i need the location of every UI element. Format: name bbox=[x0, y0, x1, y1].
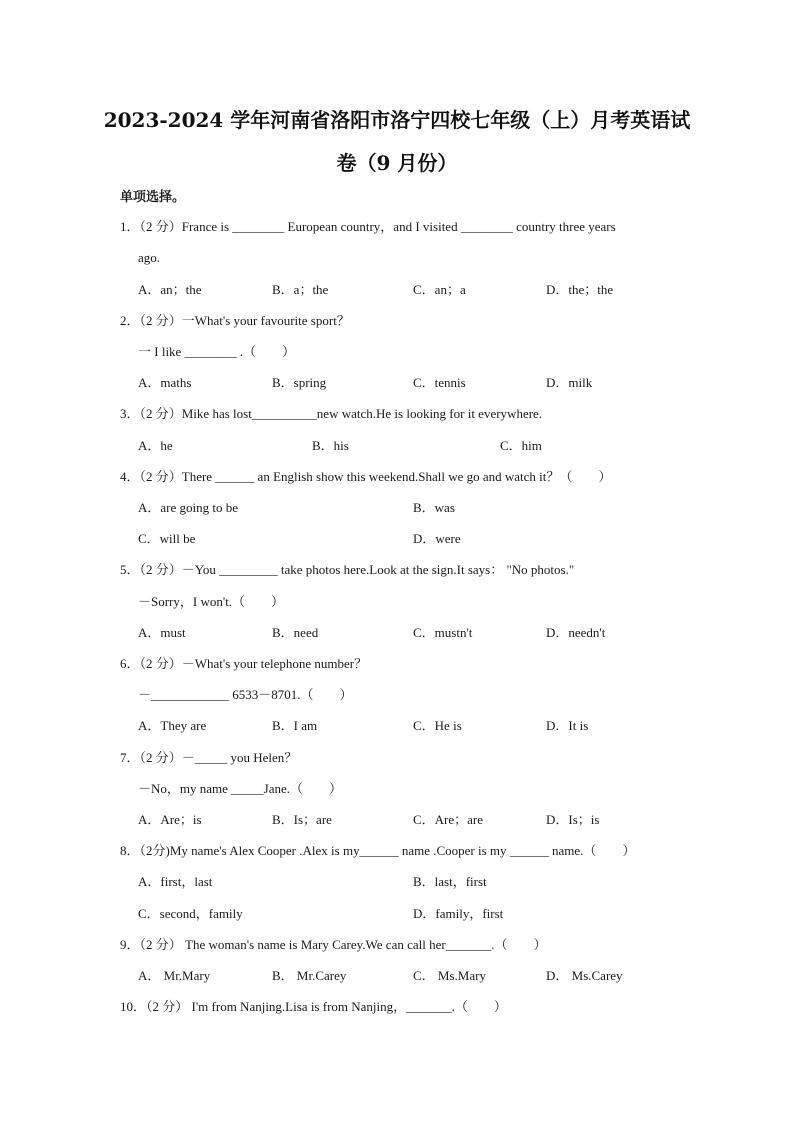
question-1-option-b[interactable]: B．a；the bbox=[272, 282, 329, 297]
question-3-option-c[interactable]: C．him bbox=[500, 438, 542, 453]
question-2-stem: 2．（2 分）一What's your favourite sport？ bbox=[120, 313, 350, 328]
question-2-option-a[interactable]: A．maths bbox=[138, 375, 192, 390]
question-9-option-d[interactable]: D． Ms.Carey bbox=[546, 968, 623, 983]
question-6-stem: 6．（2 分）－What's your telephone number？ bbox=[120, 656, 368, 671]
question-9-option-c[interactable]: C． Ms.Mary bbox=[413, 968, 486, 983]
question-3-option-b[interactable]: B．his bbox=[312, 438, 349, 453]
question-8-option-d[interactable]: D．family，first bbox=[413, 906, 504, 921]
question-3-option-a[interactable]: A．he bbox=[138, 438, 173, 453]
question-6-option-c[interactable]: C．He is bbox=[413, 718, 462, 733]
question-8-option-a[interactable]: A．first，last bbox=[138, 874, 213, 889]
question-9-stem: 9．（2 分） The woman's name is Mary Carey.We can call her_______.（ ） bbox=[120, 937, 547, 952]
question-2-option-b[interactable]: B．spring bbox=[272, 375, 327, 390]
question-5-option-b[interactable]: B．need bbox=[272, 625, 319, 640]
question-4-option-c[interactable]: C．will be bbox=[138, 531, 196, 546]
question-4-option-d[interactable]: D．were bbox=[413, 531, 461, 546]
question-6-option-d[interactable]: D．It is bbox=[546, 718, 589, 733]
question-3-stem: 3．（2 分）Mike has lost__________new watch.He is looking for it everywhere. bbox=[120, 406, 543, 421]
question-8-option-c[interactable]: C．second，family bbox=[138, 906, 243, 921]
question-2-option-d[interactable]: D．milk bbox=[546, 375, 593, 390]
question-5-stem-cont: －Sorry，I won't.（ ） bbox=[138, 594, 285, 609]
question-6-stem-cont: －____________ 6533－8701.（ ） bbox=[138, 687, 353, 702]
question-7-option-a[interactable]: A．Are；is bbox=[138, 812, 202, 827]
question-2-option-c[interactable]: C．tennis bbox=[413, 375, 466, 390]
document-title-line-2: 卷（9 月份） bbox=[336, 151, 458, 175]
question-4-stem: 4．（2 分）There ______ an English show this weekend.Shall we go and watch it？（ ） bbox=[120, 469, 612, 484]
question-1-stem: 1．（2 分）France is ________ European country，and I visited ________ country three years bbox=[120, 219, 616, 234]
question-1-option-d[interactable]: D．the；the bbox=[546, 282, 614, 297]
section-heading: 单项选择。 bbox=[120, 190, 186, 205]
question-6-option-a[interactable]: A．They are bbox=[138, 718, 207, 733]
question-9-option-a[interactable]: A． Mr.Mary bbox=[138, 968, 211, 983]
question-5-stem: 5．（2 分）－You _________ take photos here.Look at the sign.It says： "No photos." bbox=[120, 562, 575, 577]
question-9-option-b[interactable]: B． Mr.Carey bbox=[272, 968, 347, 983]
question-8-option-b[interactable]: B．last，first bbox=[413, 874, 487, 889]
question-1-stem-cont: ago. bbox=[138, 250, 161, 265]
question-5-option-c[interactable]: C．mustn't bbox=[413, 625, 473, 640]
question-7-stem: 7．（2 分）－_____ you Helen？ bbox=[120, 750, 298, 765]
question-7-option-c[interactable]: C．Are；are bbox=[413, 812, 484, 827]
question-6-option-b[interactable]: B．I am bbox=[272, 718, 318, 733]
question-8-stem: 8．（2分)My name's Alex Cooper .Alex is my______ name .Cooper is my ______ name.（ ） bbox=[120, 843, 636, 858]
question-2-stem-cont: 一 I like ________ .（ ） bbox=[138, 344, 296, 359]
question-7-option-d[interactable]: D．Is；is bbox=[546, 812, 600, 827]
question-4-option-b[interactable]: B．was bbox=[413, 500, 455, 515]
question-10-stem: 10．（2 分） I'm from Nanjing.Lisa is from Nanjing，_______.（ ） bbox=[120, 999, 507, 1014]
question-7-option-b[interactable]: B．Is；are bbox=[272, 812, 332, 827]
question-1-option-c[interactable]: C．an；a bbox=[413, 282, 466, 297]
question-5-option-d[interactable]: D．needn't bbox=[546, 625, 606, 640]
document-title-line-1: 2023-2024 学年河南省洛阳市洛宁四校七年级（上）月考英语试 bbox=[103, 108, 691, 132]
question-1-option-a[interactable]: A．an；the bbox=[138, 282, 202, 297]
question-7-stem-cont: －No，my name _____Jane.（ ） bbox=[138, 781, 343, 796]
question-5-option-a[interactable]: A．must bbox=[138, 625, 186, 640]
question-4-option-a[interactable]: A．are going to be bbox=[138, 500, 239, 515]
